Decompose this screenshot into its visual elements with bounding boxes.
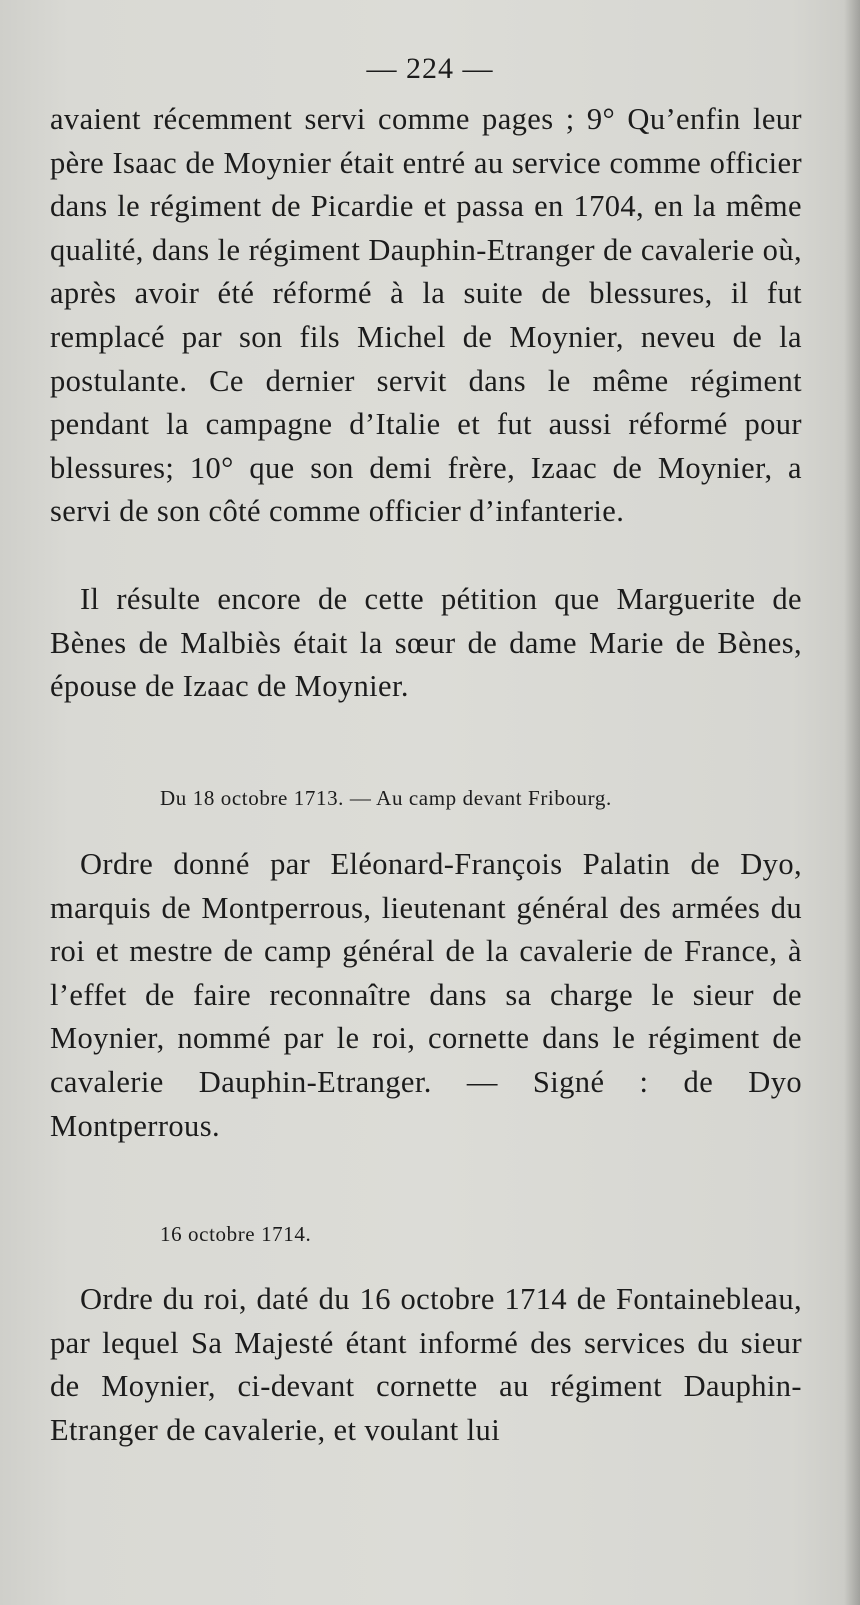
paragraph-continuation (50, 98, 802, 534)
paragraph-order-1713 (50, 843, 802, 1148)
paragraph-text: Ordre donné par Eléonard-François Palatin de Dyo, marquis de Montperrous, lieutenant général des armées du roi et mestre de camp général de la cavalerie de France, à l’effet de faire reconnaître dans sa charge le sieur de Moynier, nommé par le roi, cornette dans le régiment de cavalerie Dauphin-Etranger. — Signé : de Dyo Montperrous. (50, 847, 802, 1143)
paragraph-order-1714 (50, 1278, 802, 1452)
page-number: — 224 — (366, 52, 494, 85)
entry-heading-1714: 16 octobre 1714. (160, 1222, 312, 1246)
paragraph-text: Il résulte encore de cette pétition que Marguerite de Bènes de Malbiès était la sœur de dame Marie de Bènes, épouse de Izaac de Moynier. (50, 582, 802, 704)
entry-heading-1713: Du 18 octobre 1713. — Au camp devant Fribourg. (160, 786, 612, 810)
paragraph-text: Ordre du roi, daté du 16 octobre 1714 de Fontainebleau, par lequel Sa Majesté étant informé des services du sieur de Moynier, ci-devant cornette au régiment Dauphin-Etranger de cavalerie, et voulant lui (50, 1282, 802, 1447)
paragraph-petition-summary (50, 578, 802, 709)
paragraph-text: avaient récemment servi comme pages ; 9° Qu’enfin leur père Isaac de Moynier était entré au service comme officier dans le régiment de Picardie et passa en 1704, en la même qualité, dans le régiment Dauphin-Etranger de cavalerie où, après avoir été réformé à la suite de blessures, il fut remplacé par son fils Michel de Moynier, neveu de la postulante. Ce dernier servit dans le même régiment pendant la campagne d’Italie et fut aussi réformé pour blessures; 10° que son demi frère, Izaac de Moynier, a servi de son côté comme officier d’infanterie. (50, 102, 802, 529)
